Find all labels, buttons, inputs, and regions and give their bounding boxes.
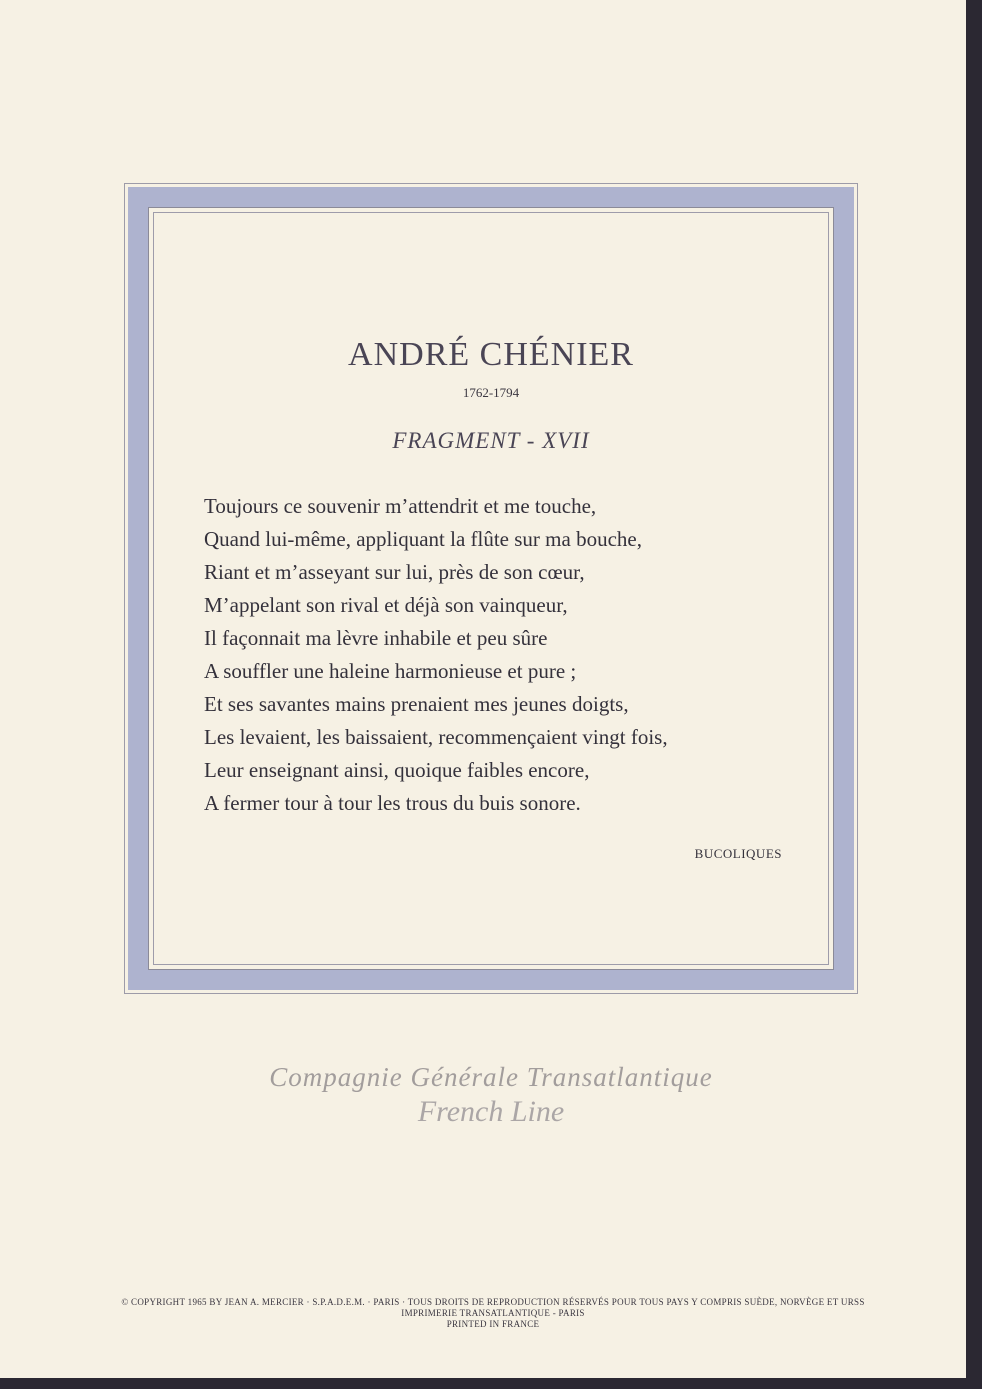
poem-line: Toujours ce souvenir m’attendrit et me touche,	[204, 494, 597, 518]
poem-line: Les levaient, les baissaient, recommençaient vingt fois,	[204, 725, 668, 749]
poem-source: BUCOLIQUES	[694, 846, 782, 861]
poem-line: Riant et m’asseyant sur lui, près de son cœur,	[204, 560, 585, 584]
poem-line: Quand lui-même, appliquant la flûte sur ma bouche,	[204, 527, 642, 551]
poem-line: A souffler une haleine harmonieuse et pure ;	[204, 659, 577, 683]
author-title: ANDRÉ CHÉNIER	[348, 336, 634, 373]
printed-in-line: PRINTED IN FRANCE	[446, 1319, 540, 1329]
copyright-line: © COPYRIGHT 1965 BY JEAN A. MERCIER · S.P.A.D.E.M. · PARIS · TOUS DROITS DE REPRODUCTION RÉSERVÉS POUR TOUS PAYS Y COMPRIS SUÈDE, NORVÈGE ET URSS	[121, 1297, 865, 1307]
company-name: Compagnie Générale Transatlantique	[269, 1062, 713, 1092]
poem-line: Il façonnait ma lèvre inhabile et peu sûre	[204, 626, 548, 650]
french-line-logo: French Line	[417, 1095, 565, 1128]
copyright-footer	[70, 1297, 916, 1330]
poem-line: M’appelant son rival et déjà son vainqueur,	[204, 593, 568, 617]
printer-line: IMPRIMERIE TRANSATLANTIQUE - PARIS	[401, 1308, 585, 1318]
poem-line: Leur enseignant ainsi, quoique faibles encore,	[204, 758, 590, 782]
poem-line: Et ses savantes mains prenaient mes jeunes doigts,	[204, 692, 629, 716]
poem-line: A fermer tour à tour les trous du buis sonore.	[204, 791, 581, 815]
author-dates: 1762-1794	[462, 385, 520, 400]
fragment-heading: FRAGMENT - XVII	[392, 428, 590, 453]
poem-text	[204, 490, 804, 820]
